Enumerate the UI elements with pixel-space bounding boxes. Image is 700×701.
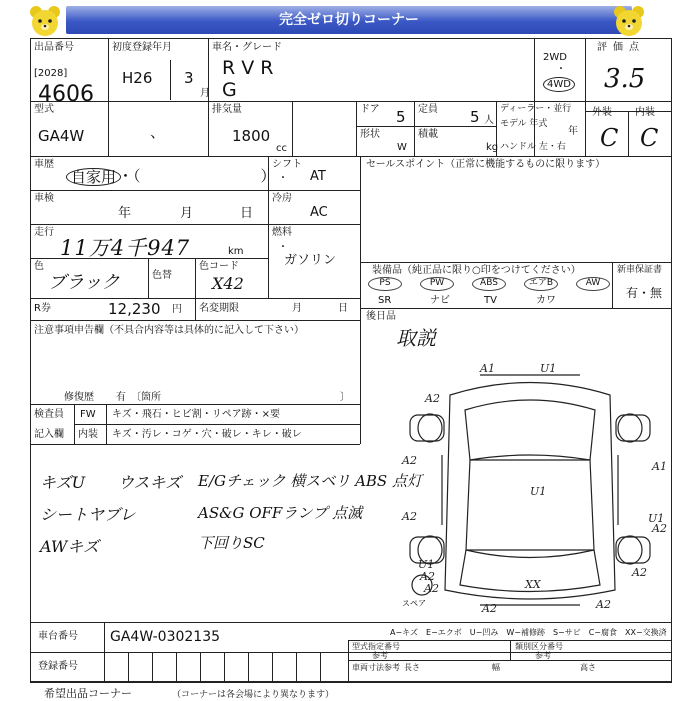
lot-sub: [2028] (34, 68, 68, 79)
transfer-month: 月 (292, 303, 302, 314)
model-suffix: 、 (150, 123, 166, 141)
repair-label: 修復歴 (64, 392, 94, 403)
spare-label: スペア (402, 599, 426, 608)
color-label: 色 (34, 261, 44, 272)
grade: G (222, 79, 237, 101)
capacity-label: 定員 (418, 104, 438, 115)
class-sub: 参考 (535, 651, 551, 660)
class-label: 類別区分番号 (515, 642, 563, 651)
equip-aw: AW (576, 277, 610, 291)
mark-rear-a2: A2 (482, 602, 497, 615)
fw-items: キズ・飛石・ヒビ割・リペア跡・×要 (112, 409, 280, 420)
recycle-value: 12,230 (108, 300, 161, 318)
mileage-value: 11万4千947 (60, 236, 191, 260)
equip-ps: PS (368, 277, 402, 291)
reg-year: H26 (122, 69, 153, 87)
mark-roof-u1: U1 (530, 485, 547, 498)
mark-left-lower-a2: A2 (402, 510, 417, 523)
history-tail: ・（ ） (118, 167, 276, 185)
note-asg-off: AS&G OFFランプ 点滅 (198, 504, 363, 522)
door-count: 5 (396, 108, 406, 126)
mark-rear-right-a2: A2 (632, 566, 647, 579)
mark-rear-left-u1: U1 (418, 558, 435, 571)
door-label: ドア (360, 104, 380, 115)
reg-month-unit: 月 (200, 88, 210, 99)
mark-front-right-u1: U1 (540, 362, 557, 375)
history-label: 車歴 (34, 159, 54, 170)
height-label: 高さ (580, 663, 596, 672)
spec-label: 型式指定番号 (352, 642, 400, 651)
length-label: 長さ (404, 663, 420, 672)
history-value: 自家用 (66, 168, 121, 186)
legend: A−キズ E−エクボ U−凹み W−補修跡 S−サビ C−腐食 XX−交換済 (390, 628, 667, 637)
warranty-label: 新車保証書 (617, 265, 663, 275)
drive-4wd: 4WD (543, 77, 575, 92)
mark-front-left-a2: A2 (425, 392, 440, 405)
car-damage-diagram (380, 360, 680, 620)
chassis-label: 車台番号 (38, 631, 78, 642)
equip-sr: SR (378, 295, 392, 306)
shift-label: シフト (272, 159, 302, 170)
width-label: 幅 (492, 663, 500, 672)
exterior-grade: C (600, 124, 619, 152)
dealer-label: ディーラー・並行 (500, 104, 572, 114)
fw-label: FW (80, 409, 96, 420)
interior-insp-items: キズ・汚レ・コゲ・穴・破レ・キレ・破レ (112, 429, 302, 440)
chassis-number: GA4W-0302135 (110, 629, 221, 645)
inspect-day: 日 (240, 206, 254, 221)
equip-navi: ナビ (430, 295, 450, 306)
inspector-label: 検査員 (34, 409, 64, 420)
mark-right-a1: A1 (652, 460, 667, 473)
mark-right-u1: U1 (648, 512, 665, 525)
equip-abs: ABS (472, 277, 506, 291)
model-code: GA4W (38, 127, 85, 145)
interior-insp-label: 内装 (78, 429, 98, 440)
note-engine-check: E/Gチェック 横スベリ ABS 点灯 (198, 472, 422, 490)
transfer-label: 名変期限 (199, 303, 239, 314)
note-seat-tear: シートヤブレ (40, 505, 136, 524)
cc-unit: cc (276, 143, 287, 154)
shape-value: W (397, 142, 407, 153)
year-unit: 年 (568, 126, 578, 137)
spec-sub: 参考 (372, 651, 388, 660)
engine-cc: 1800 (232, 127, 271, 145)
drive-2wd: 2WD (543, 52, 567, 63)
exterior-label: 外装 (592, 107, 612, 118)
color-value: ブラック (48, 272, 120, 293)
capacity: 5 (470, 108, 480, 126)
car-label: 車名・グレード (212, 42, 282, 53)
equip-tv: TV (484, 295, 497, 306)
mark-lower-a2: A2 (424, 582, 439, 595)
eval-label: 評価点 (597, 42, 645, 53)
mascot-bear-icon (28, 4, 62, 38)
interior-grade: C (640, 124, 659, 152)
inspect-year: 年 (118, 206, 132, 221)
cc-label: 排気量 (212, 104, 242, 115)
mark-front-a1: A1 (480, 362, 495, 375)
accessories-value: 取説 (396, 326, 436, 350)
warranty-value: 有・無 (626, 286, 663, 300)
mark-rear-xx: XX (525, 578, 541, 591)
bottom-corner-note: （コーナーは各会場により異なります） (172, 690, 335, 700)
equip-leather: カワ (536, 295, 556, 306)
mark-rear-left-a2: A2 (420, 570, 435, 583)
equipment-label: 装備品（純正品に限り○印をつけてください） (372, 265, 581, 276)
mileage-label: 走行 (34, 227, 54, 238)
car-name: R V R (222, 57, 274, 79)
reg-label: 初度登録年月 (112, 42, 172, 53)
lot-number: 4606 (38, 82, 94, 107)
model-year-label: モデル 年式 (500, 119, 548, 129)
mark-rear-right-corner-a2: A2 (596, 598, 611, 611)
accessories-label: 後日品 (366, 311, 396, 322)
equip-airbag: エアB (524, 277, 558, 291)
ac-label: 冷房 (272, 193, 292, 204)
color-change-label: 色替 (152, 270, 172, 281)
lot-label: 出品番号 (34, 42, 74, 53)
equip-pw: PW (420, 277, 454, 291)
eval-score: 3.5 (604, 64, 646, 94)
notes-label: 注意事項申告欄（不具合内容等は具体的に記入して下さい） (34, 325, 304, 336)
note-scratch: キズU (40, 473, 86, 492)
fuel-label: 燃料 (272, 227, 292, 238)
mileage-unit: km (228, 246, 244, 257)
repair-value: 有 〔箇所 (116, 392, 161, 403)
handle-label: ハンドル 左・右 (500, 142, 566, 152)
load-unit: kg (486, 142, 499, 153)
color-code: X42 (212, 274, 244, 293)
recycle-label: R券 (34, 303, 51, 314)
color-code-label: 色コード (199, 261, 239, 272)
interior-label: 内装 (635, 107, 655, 118)
page-banner: 完全ゼロ切りコーナー (66, 6, 632, 34)
bottom-corner-label: 希望出品コーナー (44, 687, 132, 700)
recycle-unit: 円 (172, 304, 182, 315)
shift-value: AT (310, 169, 326, 184)
inspector-label-2: 記入欄 (34, 429, 64, 440)
note-light-scratch: ウスキズ (118, 473, 182, 492)
note-undercarriage: 下回りSC (198, 534, 265, 552)
reg-month: 3 (184, 69, 194, 87)
sales-point-label: セールスポイント（正常に機能するものに限ります） (366, 159, 606, 170)
inspect-month: 月 (180, 206, 194, 221)
mascot-bear-icon (612, 4, 646, 38)
mark-left-a2: A2 (402, 454, 417, 467)
shape-label: 形状 (360, 129, 380, 140)
reg-number-label: 登録番号 (38, 661, 78, 672)
load-label: 積載 (418, 129, 438, 140)
mark-right-lower-a2: A2 (652, 522, 667, 535)
inspect-label: 車検 (34, 193, 54, 204)
transfer-day: 日 (338, 303, 348, 314)
dimension-label: 車両寸法参考 (352, 663, 400, 672)
fuel-value: ガソリン (284, 253, 337, 268)
note-aw-scratch: AWキズ (40, 537, 100, 556)
model-label: 型式 (34, 104, 54, 115)
repair-close: 〕 (340, 392, 350, 403)
ac-value: AC (310, 205, 328, 220)
capacity-unit: 人 (484, 115, 494, 126)
